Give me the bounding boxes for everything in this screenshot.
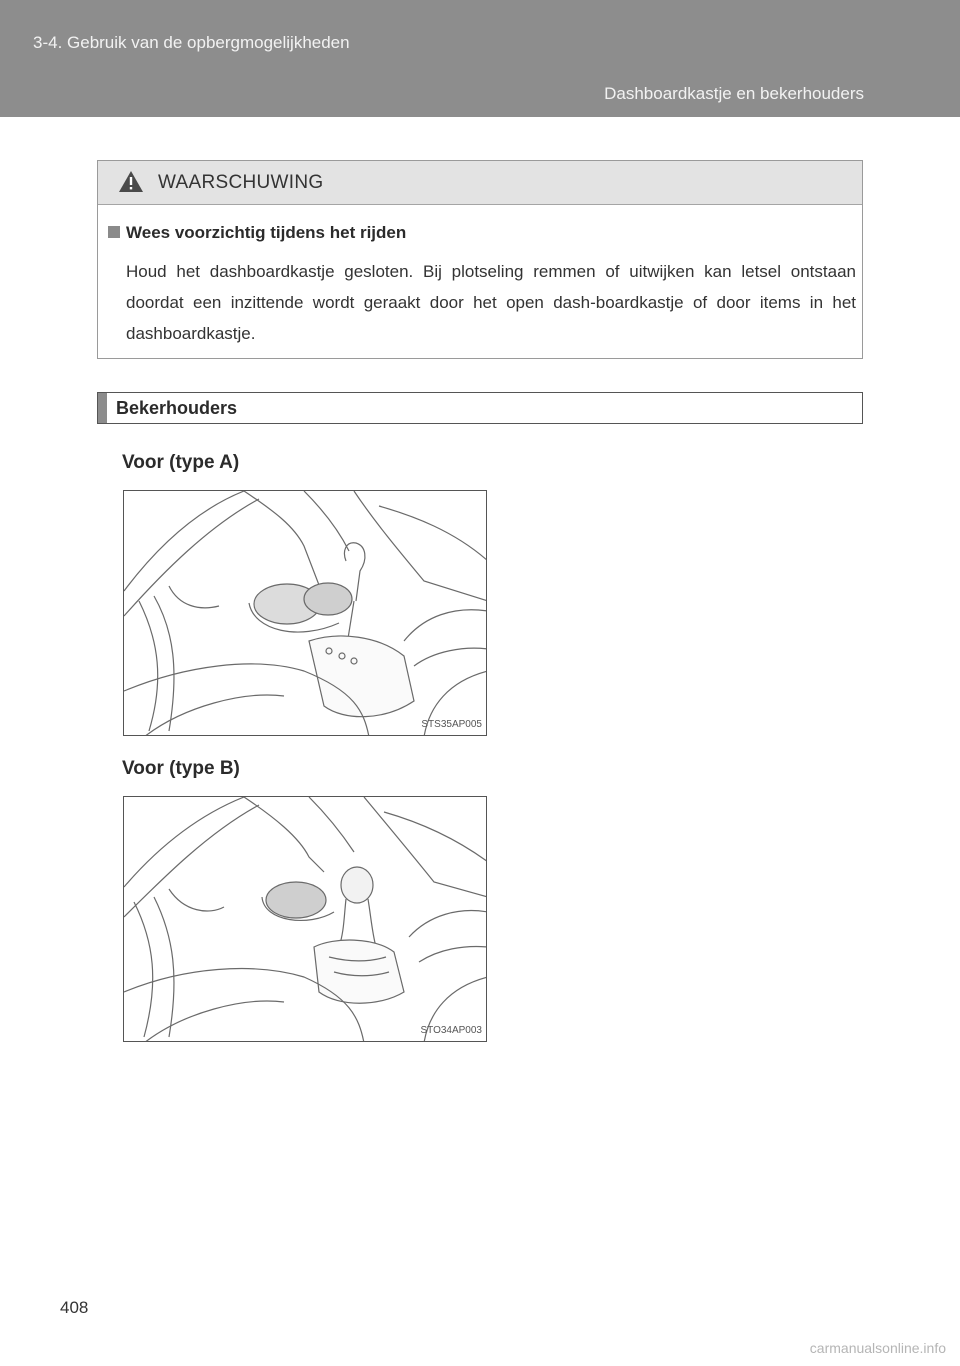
- chapter-title: 3-4. Gebruik van de opbergmogelijkheden: [33, 33, 350, 52]
- watermark: carmanualsonline.info: [809, 1340, 946, 1356]
- console-automatic-drawing: [124, 491, 487, 736]
- illustration-cupholder-type-b: [123, 796, 487, 1042]
- bullet-square-icon: [108, 226, 120, 238]
- warning-box: [97, 160, 863, 359]
- section-marker: [98, 393, 107, 423]
- section-title: Bekerhouders: [116, 398, 238, 418]
- section-header: [97, 392, 863, 424]
- warning-header: [98, 161, 862, 205]
- figure-code-a: STS35AP005: [421, 719, 482, 730]
- warning-body: Houd het dashboardkastje gesloten. Bij plotseling remmen of uitwijken kan letsel ontstaan doordat een inzittende wordt geraakt door het open dash-boardkastje of door items in het dashboardkastje.: [126, 262, 856, 343]
- illustration-cupholder-type-a: [123, 490, 487, 736]
- warning-subtitle: [108, 223, 406, 243]
- warning-subtitle-text: Wees voorzichtig tijdens het rijden: [126, 223, 407, 242]
- figure-code-b: STO34AP003: [420, 1025, 482, 1036]
- console-manual-drawing: [124, 797, 487, 1042]
- section-subtitle: Dashboardkastje en bekerhouders: [604, 84, 864, 103]
- figure-heading-type-b: Voor (type B): [122, 758, 240, 779]
- header-band: [0, 0, 960, 117]
- warning-title: WAARSCHUWING: [158, 172, 324, 193]
- figure-heading-type-a: Voor (type A): [122, 452, 240, 473]
- warning-triangle-icon: [118, 170, 144, 193]
- page-number: 408: [60, 1298, 89, 1317]
